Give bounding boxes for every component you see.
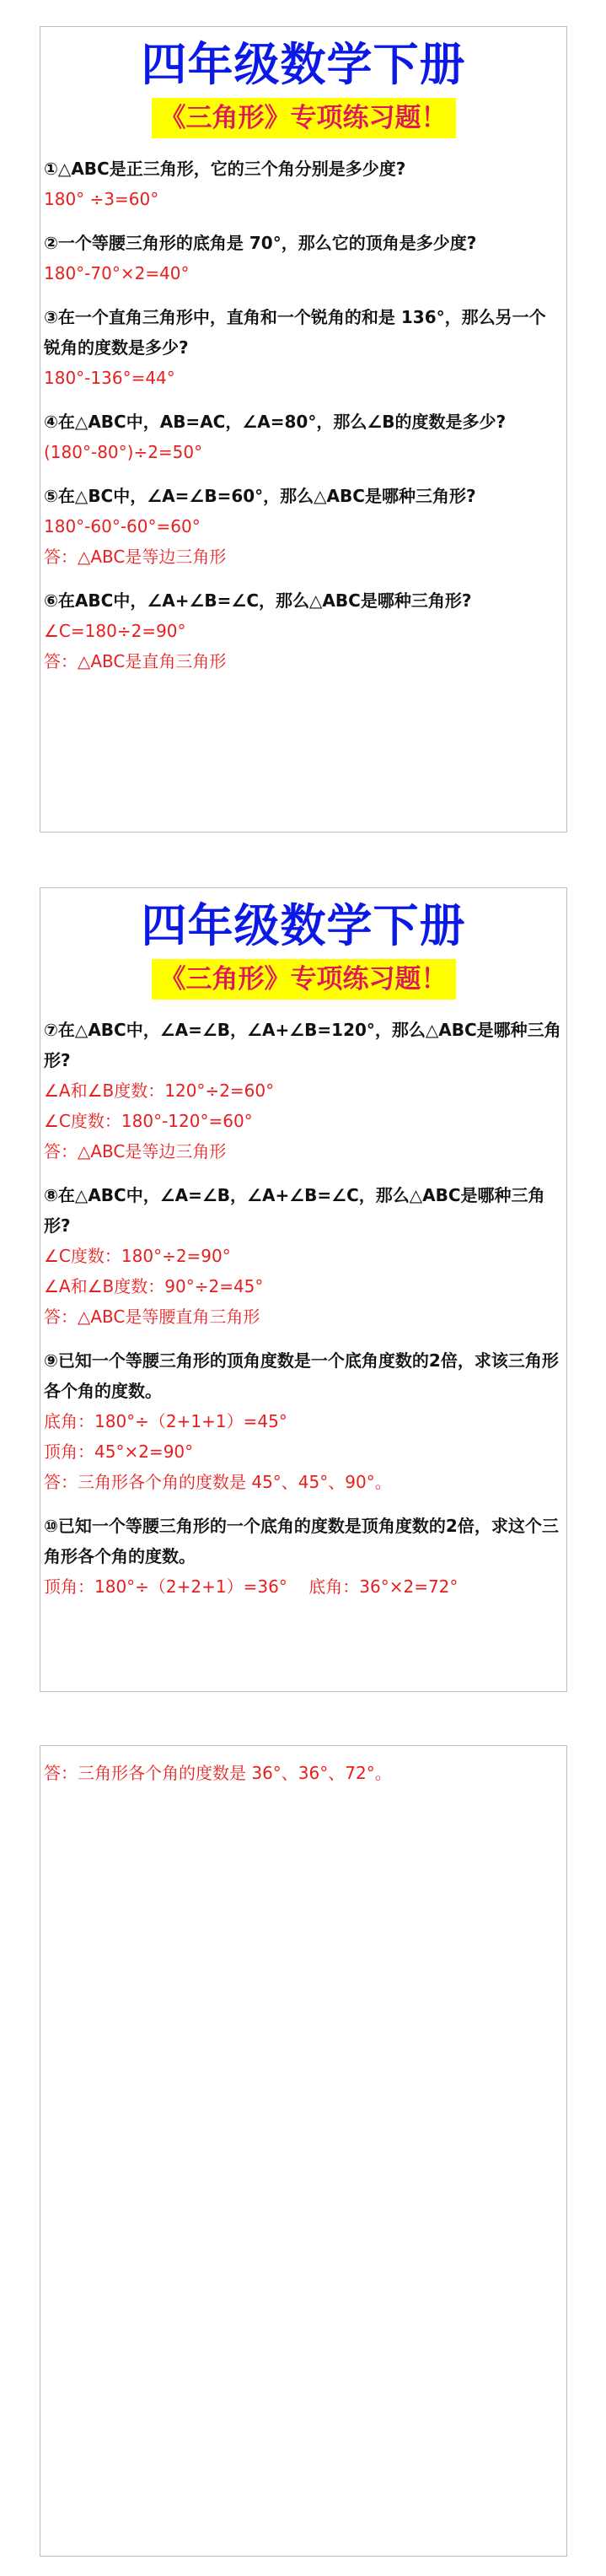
question-list <box>40 154 566 676</box>
question-8 <box>44 1180 561 1332</box>
question-text: ⑤在△BC中，∠A=∠B=60°，那么△ABC是哪种三角形? <box>44 486 476 506</box>
question-text: ⑩已知一个等腰三角形的一个底角的度数是顶角度数的2倍，求这个三角形各个角的度数。 <box>44 1516 559 1566</box>
question-text: ⑦在△ABC中，∠A=∠B，∠A+∠B=120°，那么△ABC是哪种三角形? <box>44 1020 561 1070</box>
question-text: ④在△ABC中，AB=AC，∠A=80°，那么∠B的度数是多少? <box>44 412 507 432</box>
answer-line: 底角：180°÷（2+1+1）=45° <box>44 1411 287 1431</box>
answer-line: 180°-136°=44° <box>44 368 175 388</box>
question-9 <box>44 1345 561 1497</box>
page-title: 四年级数学下册 <box>141 899 466 952</box>
worksheet-page-3 <box>40 1745 567 2557</box>
answer-line: ∠C度数：180°÷2=90° <box>44 1246 231 1266</box>
page-subtitle: 《三角形》专项练习题！ <box>152 959 456 1000</box>
answer-line: 顶角：45°×2=90° <box>44 1442 194 1462</box>
answer-conclusion: 答：△ABC是等边三角形 <box>44 1141 227 1161</box>
answer-conclusion: 答：△ABC是直角三角形 <box>44 651 227 671</box>
question-text: ⑧在△ABC中，∠A=∠B，∠A+∠B=∠C，那么△ABC是哪种三角形? <box>44 1185 545 1236</box>
answer-line: ∠C=180÷2=90° <box>44 621 186 641</box>
question-6 <box>44 585 561 676</box>
question-text: ③在一个直角三角形中，直角和一个锐角的和是 136°，那么另一个锐角的度数是多少? <box>44 307 546 358</box>
question-list <box>40 1015 566 1602</box>
answer-continuation <box>40 1746 566 1788</box>
answer-line: 180° ÷3=60° <box>44 189 159 209</box>
answer-line: 180°-60°-60°=60° <box>44 516 201 536</box>
question-7 <box>44 1015 561 1167</box>
question-3 <box>44 302 561 393</box>
question-text: ①△ABC是正三角形，它的三个角分别是多少度? <box>44 159 406 179</box>
question-1 <box>44 154 561 214</box>
worksheet-page-1 <box>40 26 567 833</box>
question-2 <box>44 228 561 288</box>
answer-conclusion: 答：三角形各个角的度数是 36°、36°、72°。 <box>44 1763 392 1783</box>
question-text: ②一个等腰三角形的底角是 70°，那么它的顶角是多少度? <box>44 233 477 253</box>
question-text: ⑨已知一个等腰三角形的顶角度数是一个底角度数的2倍，求该三角形各个角的度数。 <box>44 1350 559 1401</box>
page-subtitle: 《三角形》专项练习题！ <box>152 98 456 138</box>
answer-conclusion: 答：△ABC是等边三角形 <box>44 547 227 567</box>
question-5 <box>44 481 561 572</box>
question-4 <box>44 407 561 467</box>
answer-line: 顶角：180°÷（2+2+1）=36° 底角：36°×2=72° <box>44 1576 459 1597</box>
question-10 <box>44 1511 561 1602</box>
answer-line: ∠A和∠B度数：90°÷2=45° <box>44 1276 264 1296</box>
page-title: 四年级数学下册 <box>141 38 466 91</box>
answer-line: ∠A和∠B度数：120°÷2=60° <box>44 1081 275 1101</box>
question-text: ⑥在ABC中，∠A+∠B=∠C，那么△ABC是哪种三角形? <box>44 590 472 611</box>
answer-line: ∠C度数：180°-120°=60° <box>44 1111 253 1131</box>
answer-line: 180°-70°×2=40° <box>44 263 190 283</box>
worksheet-page-2 <box>40 887 567 1692</box>
answer-conclusion: 答：三角形各个角的度数是 45°、45°、90°。 <box>44 1472 392 1492</box>
answer-line: (180°-80°)÷2=50° <box>44 442 203 462</box>
answer-conclusion: 答：△ABC是等腰直角三角形 <box>44 1307 260 1327</box>
